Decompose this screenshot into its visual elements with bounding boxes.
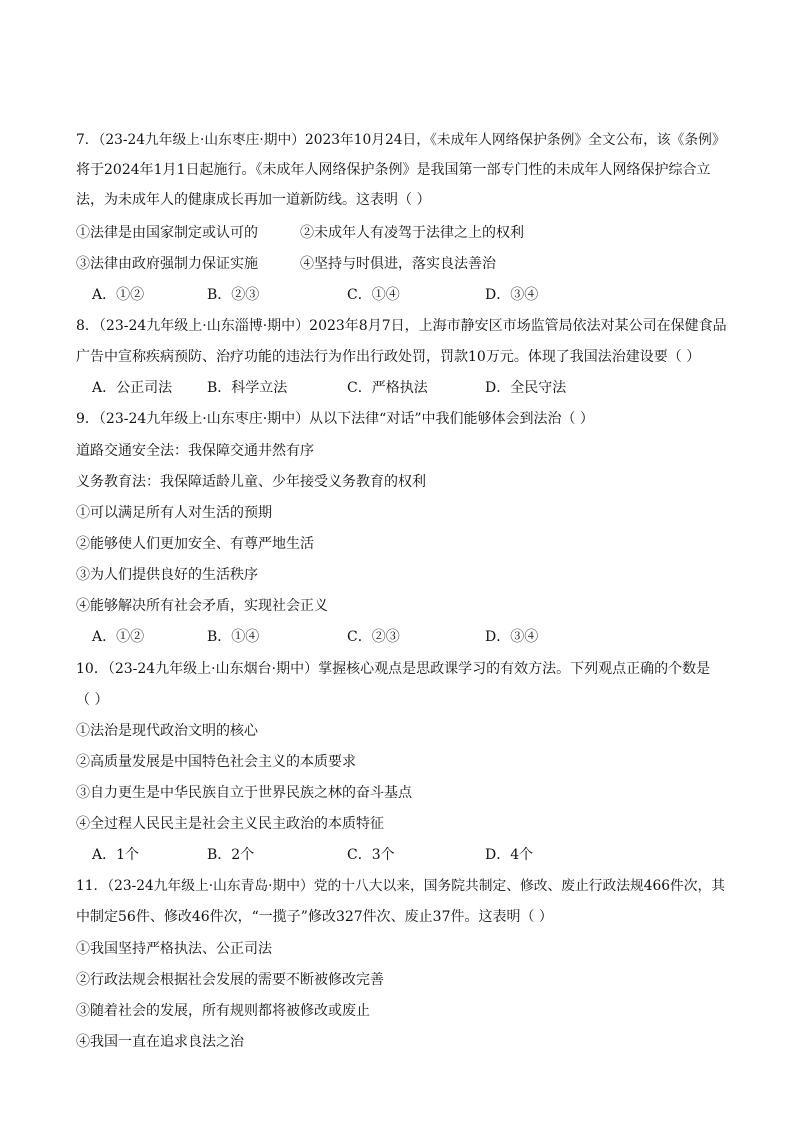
option-a[interactable]: A．1个 <box>92 847 140 863</box>
option-c[interactable]: C．①④ <box>347 287 400 303</box>
question-8-options <box>92 379 652 397</box>
option-d[interactable]: D．4个 <box>485 847 534 863</box>
question-7-stem-line-3: 法，为未成年人的健康成长再加一道新防线。这表明（ ） <box>76 192 431 208</box>
question-7-stem-line-2: 将于2024年1月1日起施行。《未成年人网络保护条例》是我国第一部专门性的未成年人网络保护综合立 <box>76 162 711 178</box>
question-8-stem-line-2: 广告中宣称疾病预防、治疗功能的违法行为作出行政处罚，罚款10万元。体现了我国法治建设要（ ） <box>76 349 701 365</box>
question-11-stem-line-2: 中制定56件、修改46件次，“一揽子”修改327件次、废止37件。这表明（ ） <box>76 909 553 925</box>
question-10-stem-line-2: （ ） <box>76 692 109 708</box>
option-b[interactable]: B．②③ <box>207 287 260 303</box>
option-d[interactable]: D．③④ <box>485 629 539 645</box>
question-11-statement-2: ②行政法规会根据社会发展的需要不断被修改完善 <box>76 972 384 988</box>
question-9-statement-2: ②能够使人们更加安全、有尊严地生活 <box>76 536 314 552</box>
question-7-statement-1: ①法律是由国家制定或认可的 <box>76 225 258 241</box>
option-c[interactable]: C．严格执法 <box>347 380 428 396</box>
question-10-statement-3: ③自力更生是中华民族自立于世界民族之林的奋斗基点 <box>76 785 412 801</box>
question-10-statement-1: ①法治是现代政治文明的核心 <box>76 723 258 739</box>
option-d[interactable]: D．全民守法 <box>485 380 567 396</box>
question-10-statement-4: ④全过程人民民主是社会主义民主政治的本质特征 <box>76 816 384 832</box>
question-9-statement-3: ③为人们提供良好的生活秩序 <box>76 567 258 583</box>
question-11-stem-line-1: 11．（23-24九年级上·山东青岛·期中）党的十八大以来，国务院共制定、修改、废止行政法规466件次，其 <box>76 878 725 894</box>
option-b[interactable]: B．2个 <box>207 847 255 863</box>
option-d[interactable]: D．③④ <box>485 287 539 303</box>
question-7-statement-2: ②未成年人有凌驾于法律之上的权利 <box>300 225 524 241</box>
question-10-options <box>92 846 652 864</box>
question-7-stem-line-1: 7．（23-24九年级上·山东枣庄·期中）2023年10月24日，《未成年人网络保护条例》全文公布，该《条例》 <box>76 132 726 148</box>
question-7-options <box>92 286 652 304</box>
question-9-stem-line-1: 9．（23-24九年级上·山东枣庄·期中）从以下法律“对话”中我们能够体会到法治（ ） <box>76 411 594 427</box>
question-11-statement-4: ④我国一直在追求良法之治 <box>76 1034 244 1050</box>
option-a[interactable]: A．①② <box>92 287 145 303</box>
option-b[interactable]: B．①④ <box>207 629 260 645</box>
option-c[interactable]: C．3个 <box>347 847 395 863</box>
question-8-stem-line-1: 8．（23-24九年级上·山东淄博·期中）2023年8月7日，上海市静安区市场监管局依法对某公司在保健食品 <box>76 318 727 334</box>
question-7-statement-4: ④坚持与时俱进，落实良法善治 <box>300 256 496 272</box>
question-9-stem-line-3: 义务教育法：我保障适龄儿童、少年接受义务教育的权利 <box>76 474 426 490</box>
question-11-statement-3: ③随着社会的发展，所有规则都将被修改或废止 <box>76 1003 370 1019</box>
question-11-statement-1: ①我国坚持严格执法、公正司法 <box>76 941 272 957</box>
question-10-statement-2: ②高质量发展是中国特色社会主义的本质要求 <box>76 754 356 770</box>
question-9-statement-1: ①可以满足所有人对生活的预期 <box>76 505 272 521</box>
option-c[interactable]: C．②③ <box>347 629 400 645</box>
question-10-stem-line-1: 10．（23-24九年级上·山东烟台·期中）掌握核心观点是思政课学习的有效方法。下列观点正确的个数是 <box>76 661 711 677</box>
question-9-stem-line-2: 道路交通安全法：我保障交通井然有序 <box>76 443 314 459</box>
option-a[interactable]: A．①② <box>92 629 145 645</box>
question-9-statement-4: ④能够解决所有社会矛盾，实现社会正义 <box>76 598 328 614</box>
option-a[interactable]: A．公正司法 <box>92 380 173 396</box>
question-9-options <box>92 628 652 646</box>
question-7-statement-3: ③法律由政府强制力保证实施 <box>76 256 258 272</box>
option-b[interactable]: B．科学立法 <box>207 380 288 396</box>
